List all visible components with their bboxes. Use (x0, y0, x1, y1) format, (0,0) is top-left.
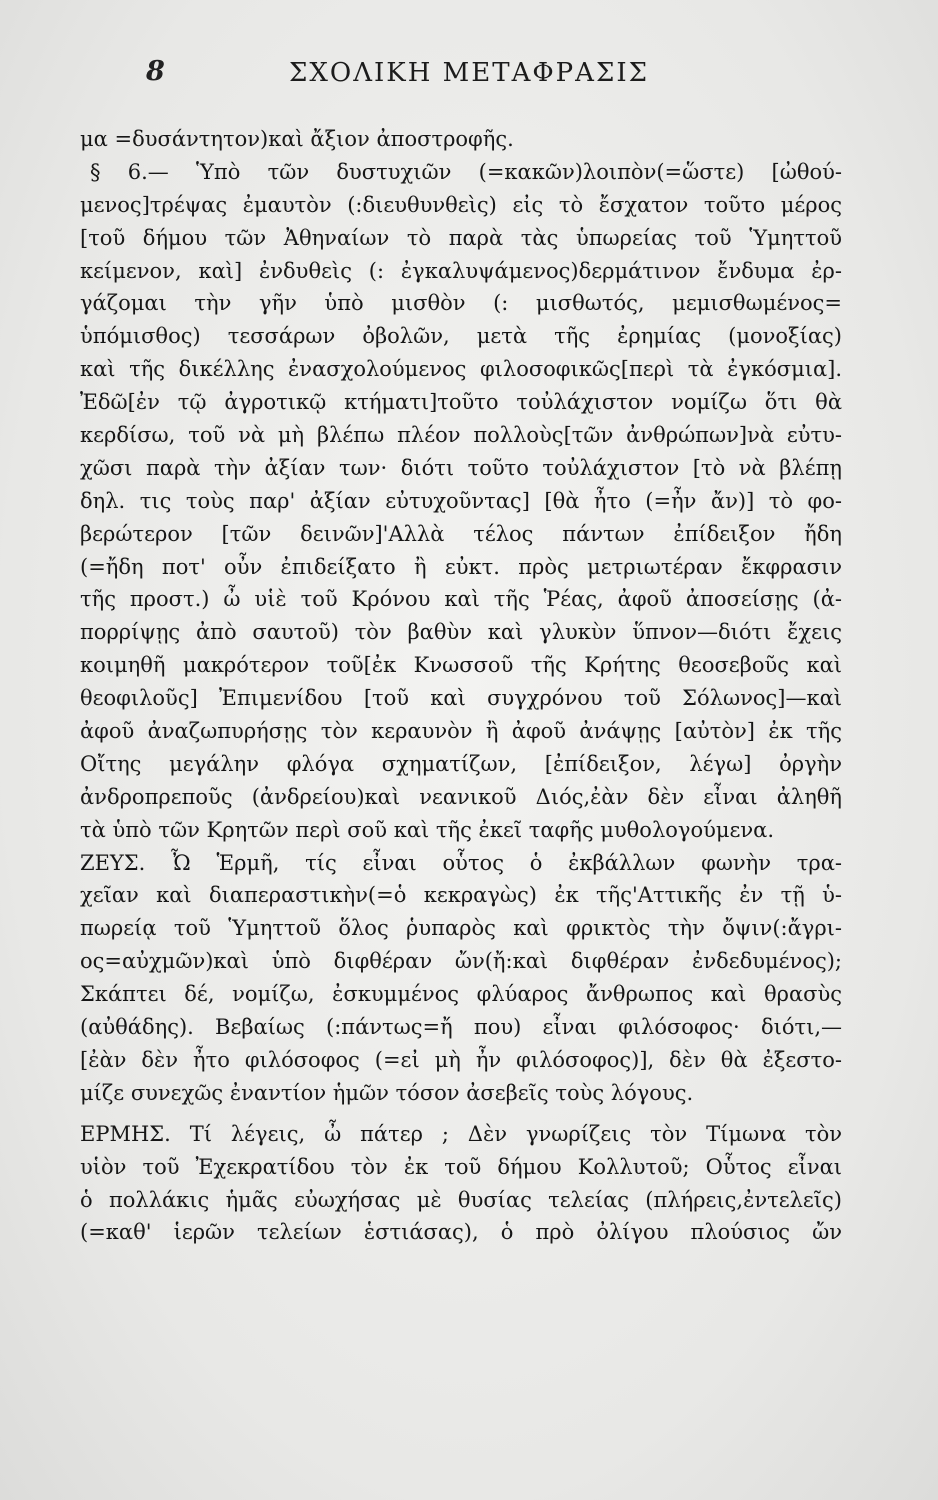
text-line: ὁ πολλάκις ἡμᾶς εὐωχήσας μὲ θυσίας τελείας (πλήρεις,ἐντελεῖς) (80, 1187, 842, 1212)
text-line: δηλ. τις τοὺς παρ' ἀξίαν εὐτυχοῦντας] [θὰ ἦτο (=ἦν ἄν)] τὸ φο- (80, 488, 842, 513)
text-line: θεοφιλοῦς] Ἐπιμενίδου [τοῦ καὶ συγχρόνου τοῦ Σόλωνος]—καὶ (80, 686, 842, 711)
text-line: (=ἤδη ποτ' οὖν ἐπιδείξατο ἢ εὐκτ. πρὸς μετριωτέραν ἔκφρασιν (80, 554, 842, 579)
text-line: βερώτερον [τῶν δεινῶν]'Αλλὰ τέλος πάντων ἐπίδειξον ἤδη (80, 521, 842, 546)
text-line: ἀφοῦ ἀναζωπυρήσῃς τὸν κεραυνὸν ἢ ἀφοῦ ἀνάψῃς [αὐτὸν] ἐκ τῆς (80, 719, 842, 744)
text-line: ἀνδροπρεποῦς (ἀνδρείου)καὶ νεανικοῦ Διός,ἐὰν δὲν εἶναι ἀληθῆ (80, 784, 842, 809)
text-line: κείμενον, καὶ] ἐνδυθεὶς (: ἐγκαλυψάμενος)δερμάτινον ἔνδυμα ἐρ- (80, 258, 842, 283)
text-line: [ἐὰν δὲν ἦτο φιλόσοφος (=εἰ μὴ ἦν φιλόσοφος)], δὲν θὰ ἐξεστο- (80, 1047, 842, 1072)
text-line: τὰ ὑπὸ τῶν Κρητῶν περὶ σοῦ καὶ τῆς ἐκεῖ ταφῆς μυθολογούμενα. (80, 817, 775, 842)
text-line: χῶσι παρὰ τὴν ἀξίαν των· διότι τοῦτο τοὐλάχιστον [τὸ νὰ βλέπῃ (80, 455, 842, 480)
text-line: Ἐδῶ[ἐν τῷ ἀγροτικῷ κτήματι]τοῦτο τοὐλάχιστον νομίζω ὅτι θὰ (80, 390, 842, 415)
text-line: πωρείᾳ τοῦ Ὑμηττοῦ ὅλος ῥυπαρὸς καὶ φρικτὸς τὴν ὄψιν(:ἄγρι- (80, 916, 842, 941)
body-text (80, 123, 842, 1249)
text-line: μενος]τρέψας ἐμαυτὸν (:διευθυνθεὶς) εἰς τὸ ἔσχατον τοῦτο μέρος (80, 192, 842, 217)
text-line: γάζομαι τὴν γῆν ὑπὸ μισθὸν (: μισθωτός, μεμισθωμένος= (80, 291, 842, 316)
text-line: μα =δυσάντητον)καὶ ἄξιον ἀποστροφῆς. (80, 127, 514, 151)
text-line: υἱὸν τοῦ Ἐχεκρατίδου τὸν ἐκ τοῦ δήμου Κολλυτοῦ; Οὗτος εἶναι (80, 1154, 842, 1179)
text-line: ΖΕΥΣ. Ὦ Ἑρμῆ, τίς εἶναι οὗτος ὁ ἐκβάλλων φωνὴν τρα- (80, 850, 842, 875)
text-line: § 6.— Ὑπὸ τῶν δυστυχιῶν (=κακῶν)λοιπὸν(=ὥστε) [ὠθού- (90, 159, 842, 184)
text-line: καὶ τῆς δικέλλης ἐνασχολούμενος φιλοσοφικῶς[περὶ τὰ ἐγκόσμια]. (80, 357, 842, 382)
text-line: (αὐθάδης). Βεβαίως (:πάντως=ἤ που) εἶναι φιλόσοφος· διότι,— (80, 1015, 842, 1040)
text-line: κερδίσω, τοῦ νὰ μὴ βλέπω πλέον πολλοὺς[τῶν ἀνθρώπων]νὰ εὐτυ- (80, 423, 842, 448)
text-line: Οἴτης μεγάλην φλόγα σχηματίζων, [ἐπίδειξον, λέγω] ὀργὴν (80, 751, 842, 776)
text-line: Σκάπτει δέ, νομίζω, ἐσκυμμένος φλύαρος ἄνθρωπος καὶ θρασὺς (80, 982, 842, 1007)
text-line: πορρίψῃς ἀπὸ σαυτοῦ) τὸν βαθὺν καὶ γλυκὺν ὕπνον—διότι ἔχεις (80, 620, 842, 645)
text-line: κοιμηθῆ μακρότερον τοῦ[ἐκ Κνωσσοῦ τῆς Κρήτης θεοσεβοῦς καὶ (80, 653, 842, 678)
page-header (0, 56, 938, 96)
text-line: ος=αὐχμῶν)καὶ ὑπὸ διφθέραν ὤν(ἤ:καὶ διφθέραν ἐνδεδυμένος); (80, 949, 842, 974)
text-line: (=καθ' ἱερῶν τελείων ἑστιάσας), ὁ πρὸ ὀλίγου πλούσιος ὤν (80, 1220, 842, 1245)
page-number: 8 (146, 56, 165, 87)
text-line: χεῖαν καὶ διαπεραστικὴν(=ὁ κεκραγὼς) ἐκ τῆς'Αττικῆς ἐν τῇ ὑ- (80, 883, 842, 908)
text-line: ΕΡΜΗΣ. Τί λέγεις, ὦ πάτερ ; Δὲν γνωρίζεις τὸν Τίμωνα τὸν (80, 1121, 842, 1146)
running-title: ΣΧΟΛΙΚΗ ΜΕΤΑΦΡΑΣΙΣ (289, 58, 649, 88)
text-line: μίζε συνεχῶς ἐναντίον ἡμῶν τόσον ἀσεβεῖς τοὺς λόγους. (80, 1080, 694, 1105)
text-line: τῆς προστ.) ὦ υἱὲ τοῦ Κρόνου καὶ τῆς Ῥέας, ἀφοῦ ἀποσείσῃς (ἀ- (80, 587, 842, 612)
text-line: [τοῦ δήμου τῶν Ἀθηναίων τὸ παρὰ τὰς ὑπωρείας τοῦ Ὑμηττοῦ (80, 225, 842, 250)
text-line: ὑπόμισθος) τεσσάρων ὀβολῶν, μετὰ τῆς ἐρημίας (μονοξίας) (80, 324, 842, 349)
